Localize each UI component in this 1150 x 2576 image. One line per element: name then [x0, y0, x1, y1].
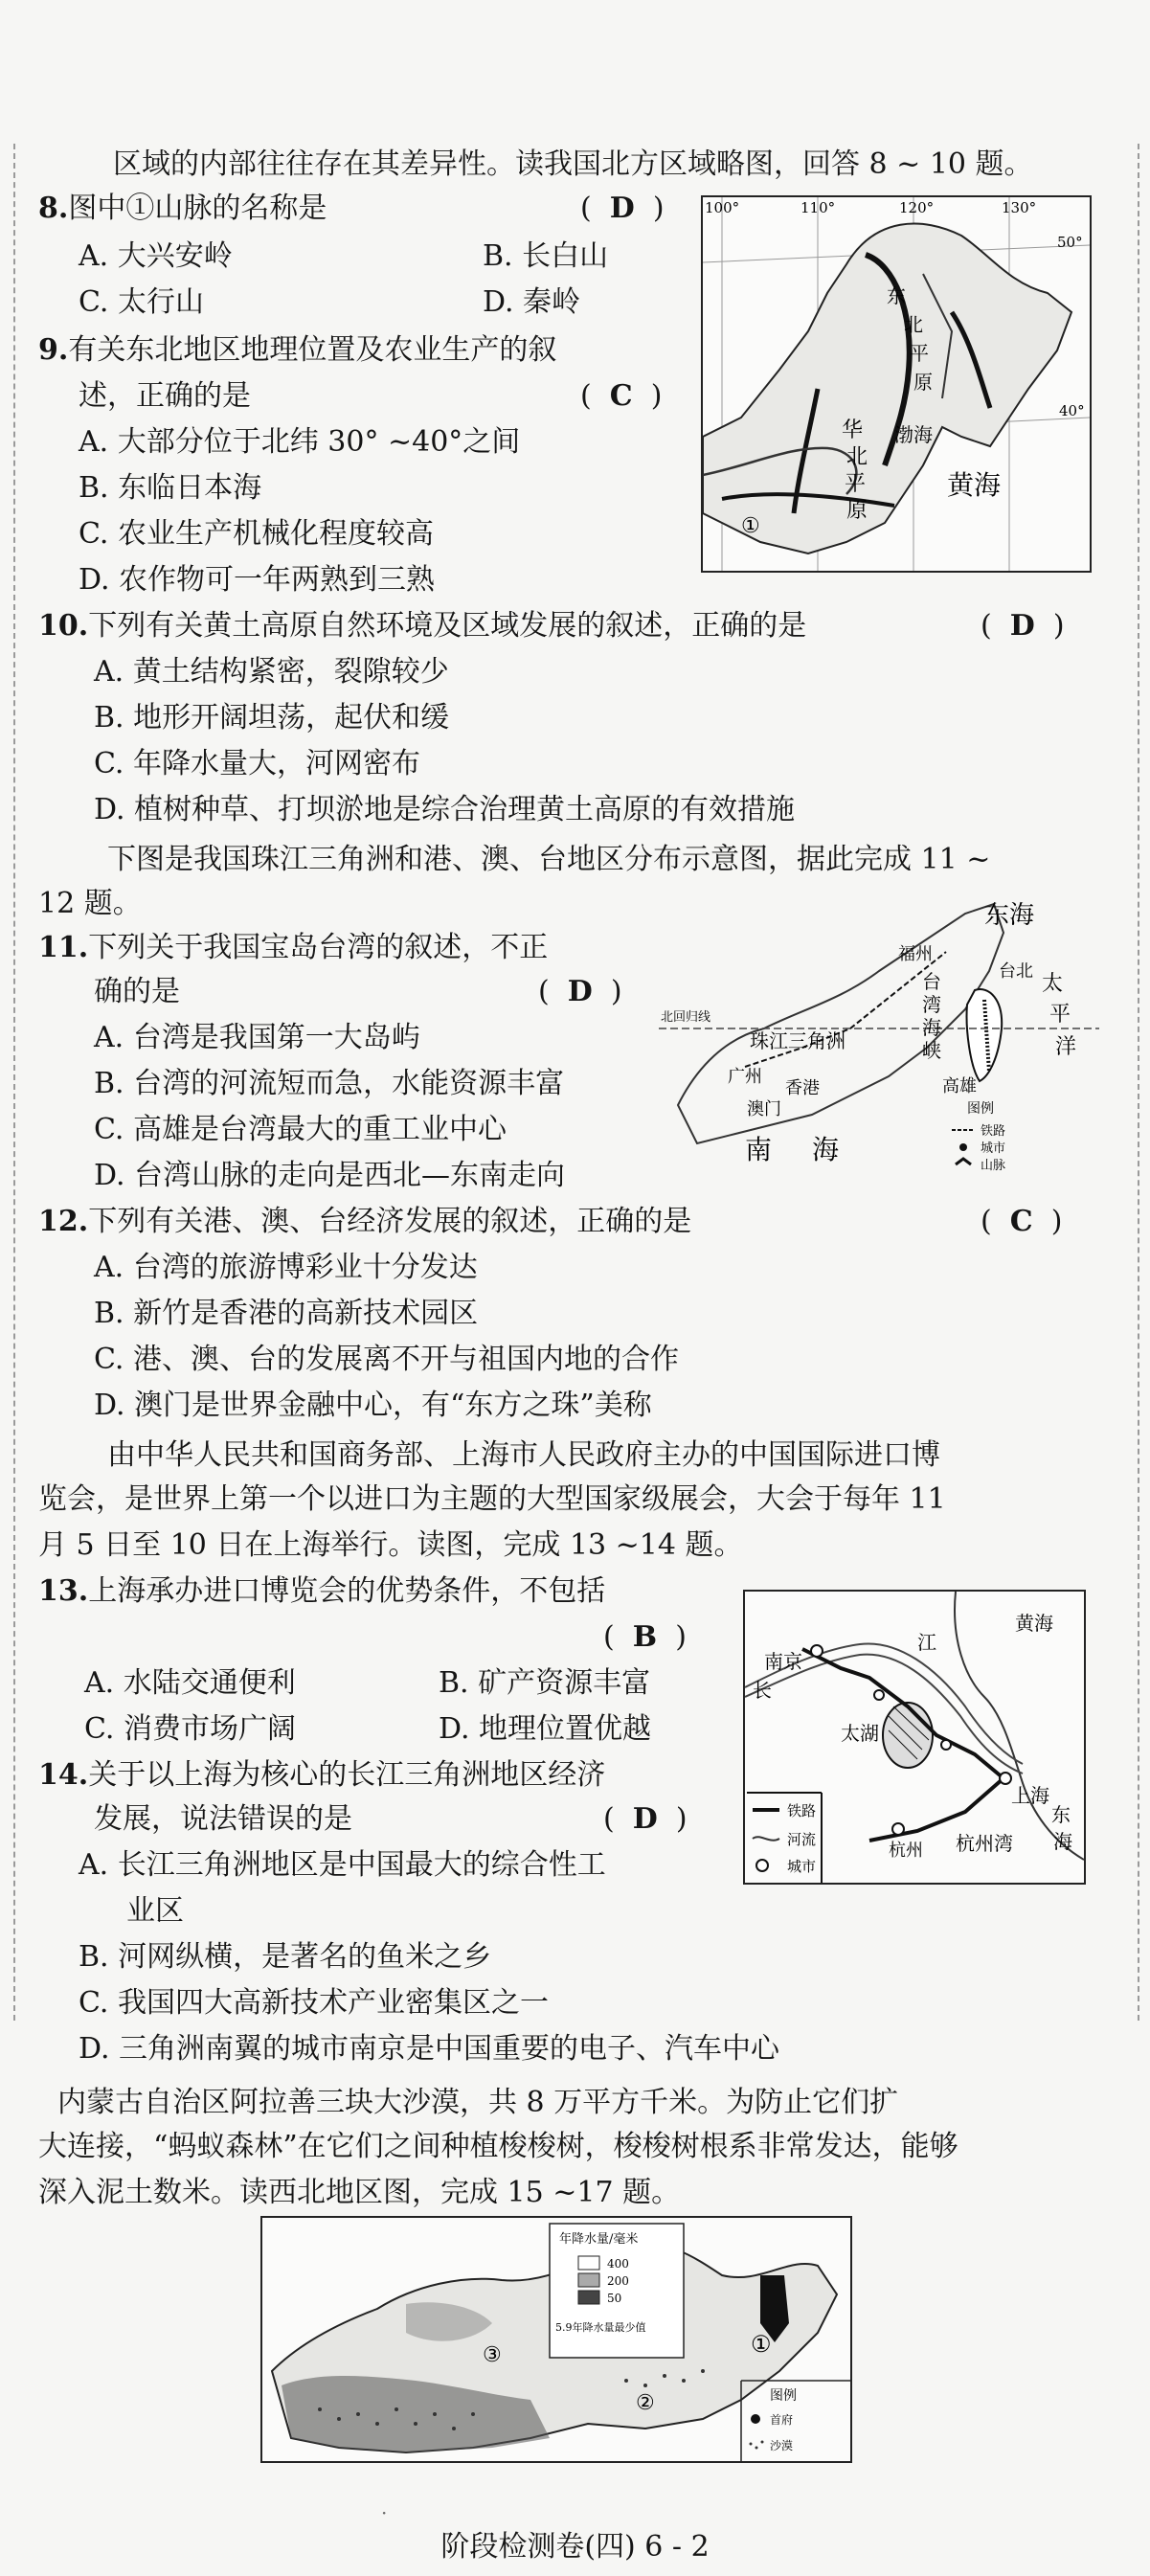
option: C. 我国四大高新技术产业密集区之一: [79, 1986, 549, 2020]
option: B. 新竹是香港的高新技术园区: [94, 1297, 479, 1330]
city-nanjing: [811, 1645, 823, 1657]
option: B. 地形开阔坦荡，起伏和缓: [94, 701, 450, 734]
answer-13: ( B ): [603, 1620, 687, 1654]
question-number: 13.: [38, 1574, 89, 1608]
legend-item: 铁路: [981, 1124, 1006, 1139]
intro-text: 月 5 日至 10 日在上海举行。读图，完成 13 ~14 题。: [38, 1528, 743, 1562]
map-label: 长: [753, 1679, 772, 1702]
option: B. 东临日本海: [79, 471, 262, 505]
option: C. 年降水量大，河网密布: [94, 747, 420, 780]
city-label: 福州: [898, 944, 933, 964]
map-label: 峡: [922, 1039, 941, 1062]
option: C. 消费市场广阔: [84, 1712, 296, 1746]
northern-china-map: [701, 195, 1092, 573]
city-label: 广州: [728, 1067, 762, 1087]
option: B. 长白山: [483, 239, 609, 273]
city: [941, 1740, 951, 1750]
legend-city-symbol: [756, 1860, 768, 1871]
question-stem-cont: 确的是: [94, 975, 180, 1008]
map-label: 珠江三角洲: [750, 1029, 846, 1052]
answer-letter: C: [609, 379, 633, 413]
option: B. 台湾的河流短而急，水能资源丰富: [94, 1067, 565, 1100]
intro-text: 深入泥土数米。读西北地区图，完成 15 ~17 题。: [38, 2176, 681, 2209]
city-label: 上海: [1011, 1784, 1049, 1807]
map-marker: ①: [751, 2331, 772, 2358]
question-8: [38, 190, 327, 228]
answer-letter: B: [632, 1620, 658, 1654]
question-number: 14.: [38, 1758, 89, 1792]
right-margin-line: [1138, 144, 1139, 2021]
map-label: 平: [845, 472, 867, 496]
question-stem: 下列有关黄土高原自然环境及区域发展的叙述，正确的是: [88, 609, 807, 643]
city-shanghai: [1000, 1773, 1011, 1784]
legend-title: 年降水量/毫米: [559, 2232, 639, 2247]
yangtze-delta-map: [743, 1590, 1086, 1885]
map-label: 南: [745, 1134, 773, 1165]
answer-11: ( D ): [538, 975, 622, 1008]
page-footer: 阶段检测卷(四) 6 - 2: [440, 2530, 710, 2564]
sea-label: 黄海: [947, 469, 1002, 501]
city-label: 澳门: [747, 1099, 781, 1119]
lat-label: 50°: [1057, 234, 1083, 251]
legend-river-symbol: [753, 1837, 779, 1840]
option: C. 太行山: [79, 285, 204, 319]
option: A. 台湾是我国第一大岛屿: [94, 1021, 420, 1054]
question-14: [38, 1756, 605, 1795]
question-stem: 有关东北地区地理位置及农业生产的叙: [68, 333, 557, 367]
answer-letter: D: [567, 975, 593, 1008]
legend-item: 城市: [981, 1141, 1006, 1156]
map-label: 江: [917, 1631, 936, 1654]
map-label: 东: [1051, 1803, 1071, 1826]
answer-14: ( D ): [603, 1802, 688, 1836]
option-cont: 业区: [126, 1894, 184, 1928]
legend-value: 50: [607, 2292, 622, 2305]
option: D. 台湾山脉的走向是西北—东南走向: [94, 1159, 566, 1192]
city-label: 香港: [785, 1078, 820, 1098]
footer-dot: ·: [381, 2501, 388, 2524]
legend-item: 首府: [770, 2413, 794, 2427]
city-hangzhou: [892, 1823, 904, 1835]
question-stem: 下列有关港、澳、台经济发展的叙述，正确的是: [88, 1205, 692, 1238]
lat-label: 40°: [1059, 402, 1085, 419]
legend-swatch: [578, 2273, 599, 2287]
question-number: 9.: [38, 333, 69, 367]
map-label: 洋: [1055, 1035, 1077, 1059]
legend-mountain-symbol: [956, 1159, 971, 1164]
city-label: 台北: [999, 961, 1033, 982]
intro-text: 内蒙古自治区阿拉善三块大沙漠，共 8 万平方千米。为防止它们扩: [57, 2086, 899, 2119]
legend-capital-symbol: [751, 2414, 760, 2424]
option: A. 台湾的旅游博彩业十分发达: [94, 1251, 478, 1284]
intro-text: 大连接，“蚂蚁森林”在它们之间种植梭梭树，梭梭树根系非常发达，能够: [38, 2130, 958, 2163]
legend-note: 5.9年降水量最少值: [555, 2321, 646, 2334]
lon-label: 100°: [705, 199, 740, 216]
lon-label: 120°: [899, 199, 935, 216]
map-label: 太湖: [841, 1722, 879, 1745]
question-12: [38, 1203, 691, 1241]
map-label: 东海: [984, 901, 1035, 930]
option: C. 高雄是台湾最大的重工业中心: [94, 1113, 507, 1146]
prd-taiwan-map: [659, 894, 1099, 1178]
intro-text: 览会，是世界上第一个以进口为主题的大型国家级展会，大会于每年 11: [38, 1482, 946, 1516]
legend-city-symbol: [959, 1143, 967, 1151]
city-label: 杭州: [889, 1841, 923, 1861]
legend-title: 图例: [967, 1101, 994, 1117]
question-stem-cont: 述，正确的是: [79, 379, 251, 413]
mountain-marker: ①: [741, 514, 760, 538]
map-label: 华: [842, 418, 864, 442]
legend-title: 图例: [770, 2388, 797, 2404]
option: D. 三角洲南翼的城市南京是中国重要的电子、汽车中心: [79, 2032, 780, 2066]
legend-item: 河流: [787, 1831, 817, 1848]
option: D. 秦岭: [483, 285, 581, 319]
map-marker: ③: [483, 2343, 502, 2367]
legend-value: 400: [607, 2257, 629, 2271]
question-number: 12.: [38, 1205, 89, 1238]
intro-text: 区域的内部往往存在其差异性。读我国北方区域略图，回答 8 ~ 10 题。: [113, 147, 1033, 181]
coastline: [678, 904, 1006, 1143]
option: C. 港、澳、台的发展离不开与祖国内地的合作: [94, 1343, 679, 1376]
legend-swatch: [578, 2291, 599, 2304]
question-13: [38, 1572, 605, 1611]
map-label: 平: [1049, 1003, 1071, 1027]
answer-letter: D: [609, 192, 635, 225]
question-stem-cont: 发展，说法错误的是: [94, 1802, 352, 1836]
question-stem: 图中①山脉的名称是: [68, 192, 327, 225]
option: A. 长江三角洲地区是中国最大的综合性工: [79, 1848, 606, 1882]
legend-value: 200: [607, 2274, 629, 2288]
intro-text: 下图是我国珠江三角洲和港、澳、台地区分布示意图，据此完成 11 ~: [107, 843, 991, 876]
map-label: 杭州湾: [956, 1832, 1013, 1855]
lon-label: 130°: [1002, 199, 1037, 216]
northwest-china-map: [260, 2216, 852, 2463]
city: [874, 1690, 884, 1700]
question-stem: 上海承办进口博览会的优势条件，不包括: [88, 1574, 606, 1608]
legend-desert-symbol: [750, 2441, 764, 2450]
map-label: 北回归线: [661, 1010, 711, 1025]
legend-item: 城市: [787, 1858, 817, 1875]
map-marker: ②: [636, 2391, 655, 2415]
map-label: 太: [1042, 972, 1064, 996]
question-10: [38, 607, 806, 645]
legend-item: 铁路: [787, 1802, 817, 1819]
question-number: 10.: [38, 609, 89, 643]
lon-label: 110°: [800, 199, 836, 216]
answer-10: ( D ): [981, 609, 1065, 643]
question-stem: 关于以上海为核心的长江三角洲地区经济: [88, 1758, 606, 1792]
option: A. 大兴安岭: [79, 239, 233, 273]
option: D. 澳门是世界金融中心，有“东方之珠”美称: [94, 1389, 652, 1422]
map-label: 海: [922, 1016, 941, 1039]
question-9: [38, 331, 556, 370]
answer-12: ( C ): [981, 1205, 1063, 1238]
city-label: 南京: [764, 1650, 802, 1673]
option: A. 水陆交通便利: [84, 1666, 296, 1700]
intro-text: 由中华人民共和国商务部、上海市人民政府主办的中国国际进口博: [107, 1438, 940, 1472]
question-number: 11.: [38, 931, 89, 964]
map-label: 黄海: [1015, 1612, 1053, 1635]
legend-item: 沙漠: [770, 2439, 794, 2452]
taiwan-island: [967, 989, 1003, 1081]
map-label: 北: [904, 313, 923, 336]
option: D. 植树种草、打坝淤地是综合治理黄土高原的有效措施: [94, 793, 796, 826]
option: A. 黄土结构紧密，裂隙较少: [94, 655, 449, 689]
option: D. 地理位置优越: [439, 1712, 652, 1746]
option: D. 农作物可一年两熟到三熟: [79, 563, 436, 597]
map-label: 东: [887, 284, 906, 307]
answer-8: ( D ): [580, 192, 665, 225]
map-label: 北: [846, 445, 868, 469]
map-label: 台: [922, 970, 941, 993]
question-stem: 下列关于我国宝岛台湾的叙述，不正: [88, 931, 549, 964]
map-label: 原: [913, 371, 933, 394]
answer-letter: D: [632, 1802, 658, 1836]
answer-letter: C: [1009, 1205, 1033, 1238]
map-label: 海: [812, 1134, 840, 1165]
sea-label: 渤海: [894, 423, 933, 446]
answer-9: ( C ): [580, 379, 663, 413]
map-label: 原: [846, 499, 868, 523]
option: A. 大部分位于北纬 30° ~40°之间: [79, 425, 521, 459]
intro-text: 12 题。: [38, 887, 142, 920]
answer-letter: D: [1009, 609, 1035, 643]
map-label: 湾: [922, 993, 941, 1016]
left-margin-line: [13, 144, 15, 2021]
map-label: 平: [910, 342, 929, 365]
legend-swatch: [578, 2256, 599, 2270]
option: B. 河网纵横，是著名的鱼米之乡: [79, 1940, 492, 1974]
map-label: 海: [1053, 1830, 1072, 1853]
option: C. 农业生产机械化程度较高: [79, 517, 434, 551]
legend-item: 山脉: [981, 1159, 1006, 1173]
question-11: [38, 929, 548, 967]
city-label: 高雄: [942, 1076, 977, 1096]
option: B. 矿产资源丰富: [439, 1666, 651, 1700]
question-number: 8.: [38, 192, 69, 225]
